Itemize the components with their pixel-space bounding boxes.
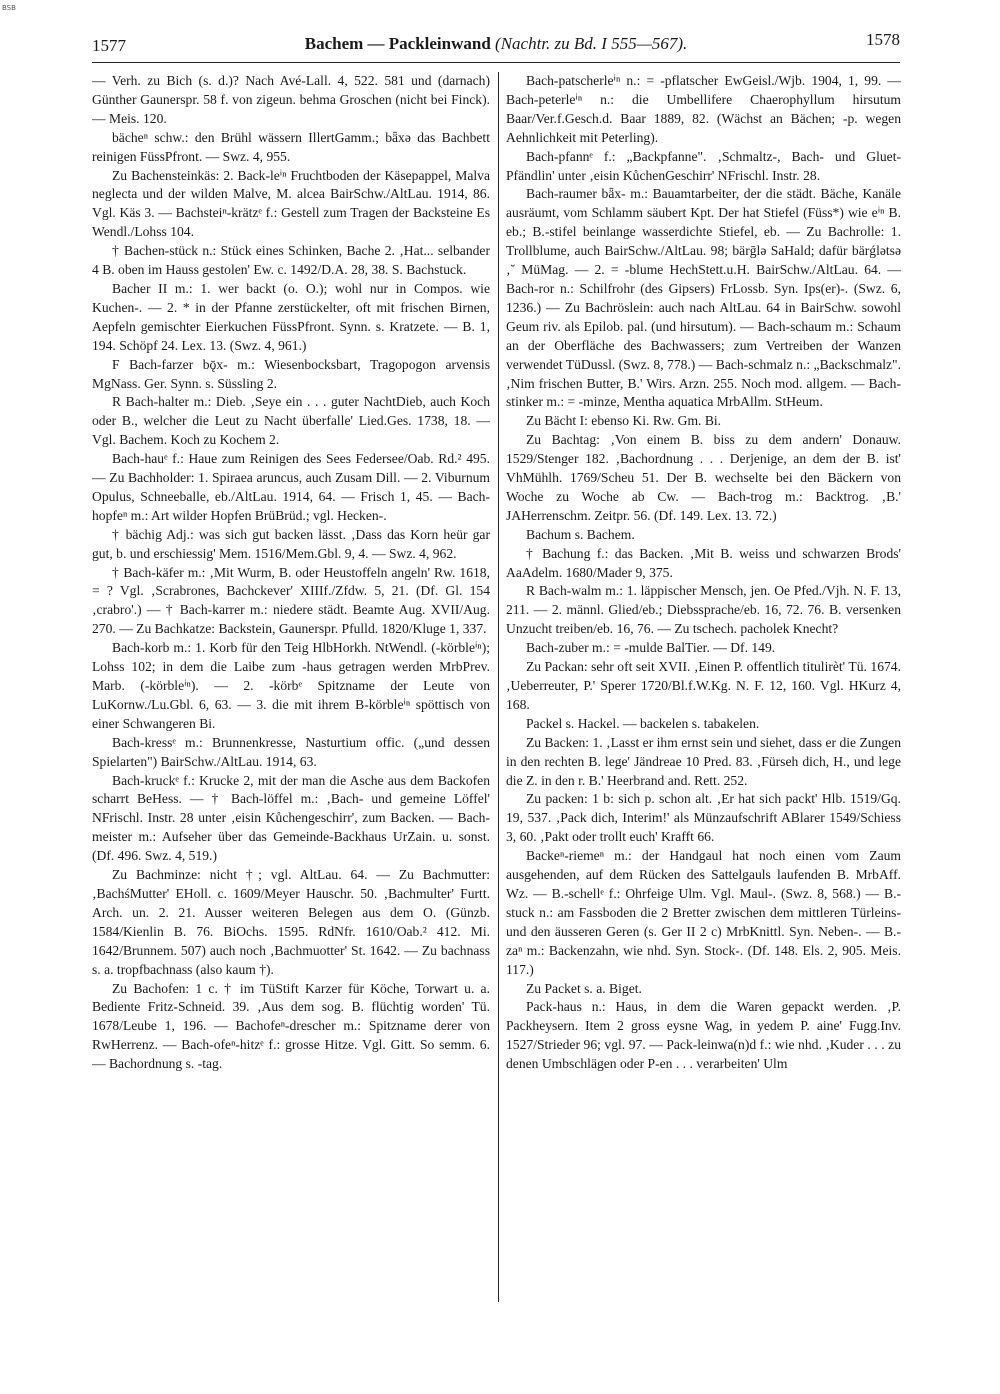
- dictionary-entry: — Verh. zu Bich (s. d.)? Nach Avé-Lall. 4, 522. 581 und (darnach) Günther Gaunerspr. 58 f. von zigeun. behma Groschen (nicht bei Finck). — Meis. 120.: [92, 73, 490, 126]
- page-header: [92, 30, 900, 60]
- dictionary-entry: Bacher II m.: 1. wer backt (o. O.); wohl nur in Compos. wie Kuchen-. — 2. * in der Pfanne zerstückelter, oft mit frischen Birnen, Aepfeln gemischter Eierkuchen FüssPfront. Synn. s. Kratzete. — B. 1, 194. Schöpf 24. Lex. 13. (Swz. 4, 961.): [92, 280, 490, 353]
- column-divider: [498, 72, 499, 1302]
- page-number-right: 1578: [866, 30, 900, 49]
- dictionary-entry: Bach-patscherleⁱⁿ n.: = -pflatscher EwGeisl./Wjb. 1904, 1, 99. — Bach-peterleⁱⁿ n.: die Umbellifere Chaerophyllum hirsutum Baar/Ver.f.Gesch.d. Baar 1889, 82. (Wächst an Bächen; -p. wegen Aehnlichkeit mit Peterling).: [506, 73, 901, 145]
- dictionary-entry: bächeⁿ schw.: den Brühl wässern IllertGamm.; bǟxə das Bachbett reinigen FüssPfront. — Swz. 4, 955.: [92, 129, 490, 164]
- dictionary-entry: Bach-hauᵉ f.: Haue zum Reinigen des Sees Federsee/Oab. Rd.² 495. — Zu Bachholder: 1. Spiraea aruncus, auch Zusam Dill. — 2. Viburnum Opulus, Schneeballe, eb./AltLau. 1914, 64. — Frisch 1, 45. — Bach-hopfeⁿ m.: Art wilder Hopfen BrüBrüd.; vgl. Hecken-.: [92, 451, 490, 523]
- dictionary-entry: R Bach-walm m.: 1. läppischer Mensch, jen. Oe Pfed./Vjh. N. F. 13, 211. — 2. männl. Glied/eb.; Diebssprache/eb. 16, 72. 76. B. versenken Unzucht treiben/eb. 16, 76. — Zu tschech. pacholek Knecht?: [506, 583, 901, 637]
- dictionary-entry: Zu Backen: 1. ‚Lasst er ihm ernst sein und siehet, dass er die Zungen in den rechten B. lege' Jändreae 10 Pred. 83. ‚Fürseh dich, H., und lege die Z. in den r. B.' Heerbrand and. Rett. 252.: [506, 734, 901, 788]
- dictionary-entry: Zu Bachtag: ‚Von einem B. biss zu dem andern' Donauw. 1529/Stenger 182. ‚Bachordnung . . . Derjenige, an dem der B. ist' VhMühlh. 1769/Scheu 51. Der B. wechselte bei den Bäckern von Woche zu Woche ab Cw. — Bach-trog m.: Backtrog. ‚B.' JAHerrenschm. Zeitpr. 56. (Df. 149. Lex. 13. 72.): [506, 432, 901, 523]
- dictionary-entry: Bach-kressᵉ m.: Brunnenkresse, Nasturtium offic. („und dessen Spielarten") BairSchw./AltLau. 1914, 63.: [92, 734, 490, 769]
- running-title-subtitle: (Nachtr. zu Bd. I 555—567).: [495, 34, 688, 53]
- dictionary-entry: Zu Packan: sehr oft seit XVII. ‚Einen P. offentlich titulirèt' Tü. 1674. ‚Ueberreuter, P.' Sperer 1720/Bl.f.W.Kg. N. F. 12, 160. Vgl. HKurz 4, 168.: [506, 659, 901, 712]
- left-column: [92, 72, 490, 1382]
- dictionary-entry: Zu Bachensteinkäs: 2. Back-leⁱⁿ Fruchtboden der Käsepappel, Malva neglecta und der wilden Malve, M. alcea BairSchw./AltLau. 1914, 86. Vgl. Käs 3. — Bachsteiⁿ-krätzᵉ f.: Gestell zum Tragen der Backsteine Es Wendl./Lohss 104.: [92, 167, 490, 240]
- dictionary-entry: R Bach-halter m.: Dieb. ‚Seye ein . . . guter NachtDieb, auch Koch oder B., welcher die Leut zu Nacht überfalle' Lied.Ges. 1738, 18. — Vgl. Bachem. Koch zu Kochem 2.: [92, 394, 490, 448]
- running-title-main: Bachem — Packleinwand: [304, 34, 491, 53]
- dictionary-entry: † bächig Adj.: was sich gut backen lässt. ‚Dass das Korn heür gar gut, b. und erschiessig' Mem. 1516/Mem.Gbl. 9, 4. — Swz. 4, 962.: [92, 526, 490, 561]
- dictionary-entry: † Bach-käfer m.: ‚Mit Wurm, B. oder Heustoffeln angeln' Rw. 1618, = ? Vgl. ‚Scrabrones, Bachckever' XIIIf./Zfdw. 5, 21. (Df. Gl. 154 ‚crabro'.) — † Bach-karrer m.: niedere städt. Beamte Aug. XVII/Aug. 270. — Zu Bachkatze: Backstein, Gaunerspr. Pfulld. 1820/Kluge 1, 337.: [92, 564, 490, 637]
- dictionary-entry: Bach-raumer bǟx- m.: Bauamtarbeiter, der die städt. Bäche, Kanäle ausräumt, vom Schlamm säubert Kpt. Der hat Stiefel (Füss*) wie eⁱⁿ B. eb.; B.-stifel beinlange wasserdichte Stiefel, eb. — Zu Bachrolle: 1. Trollblume, auch BairSchw./AltLau. 98; bärḡlə SaHald; dafür bärǵlətsə ‚˘ MüMag. — 2. = -blume HechStett.u.H. BairSchw./AltLau. 64. — Bach-ror n.: Schilfrohr (des Gipsers) FrLossb. Syn. Ips(er)-. (Swz. 6, 1236.) — Zu Bachröslein: auch nach AltLau. 64 in BairSchw. sowohl Geum riv. als Epilob. pal. (und hirsutum). — Bach-schaum m.: Schaum an der Oberfläche des Bachwassers; zum Vertreiben der Wanzen verwendet TüDussl. (Swz. 8, 778.) — Bach-schmalz n.: „Backschmalz". ‚Nim frischen Butter, B.' Wirs. Arzn. 255. Noch mod. allgem. — Bach-stinker m.: = -minze, Mentha aquatica MrbAllm. StHeum.: [506, 186, 901, 410]
- dictionary-entry: † Bachung f.: das Backen. ‚Mit B. weiss und schwarzen Brods' AaAdelm. 1680/Mader 9, 375.: [506, 545, 901, 580]
- dictionary-entry: Zu Bächt I: ebenso Ki. Rw. Gm. Bi.: [526, 413, 722, 429]
- dictionary-entry: Zu Bachofen: 1 c. † im TüStift Karzer für Köche, Torwart u. a. Bediente Fritz-Schneid. 39. ‚Aus dem sog. B. flüchtig worden' Tü. 1678/Leube 1, 196. — Bachofeⁿ-drescher m.: Spitzname derer von RwHerrenz. — Bach-ofeⁿ-hitzᵉ f.: grosse Hitze. Vgl. Gitt. So semm. 6. — Bachordnung s. -tag.: [92, 980, 490, 1072]
- dictionary-entry: Bach-korb m.: 1. Korb für den Teig HlbHorkh. NtWendl. (-körbleⁱⁿ); Lohss 102; in dem die Laibe zum -haus getragen werden MrbPrev. Marb. (-körbleⁱⁿ). — 2. -körbᵉ Spitzname der Leute von LuKornw./Lu.Gbl. 6, 63. — 3. die mit ihrem B-körbleⁱⁿ spöttisch von einer Schwangeren Bi.: [92, 640, 490, 731]
- dictionary-entry: Pack-haus n.: Haus, in dem die Waren gepackt werden. ‚P. Packheysern. Item 2 gross eysne Wag, in yedem P. aine' Fugg.Inv. 1527/Strieder 96; vgl. 97. — Pack-leinwa(n)d f.: wie nhd. ‚Kuder . . . zu denen Umbschlägen oder P-en . . . verarbeiten' Ulm: [506, 999, 901, 1072]
- dictionary-entry: Bach-zuber m.: = -mulde BalTier. — Df. 149.: [526, 640, 776, 656]
- dictionary-entry: Backeⁿ-riemeⁿ m.: der Handgaul hat noch einen vom Zaum ausgehenden, auf dem Rücken des Sattelgauls laufenden B. MrbAff. Wz. — B.-schellᵉ f.: Ohrfeige Ulm. Vgl. Maul-. (Swz. 8, 568.) — B.-stuck n.: am Fassboden die 2 Bretter zwischen dem mittleren Türleins- und den äusseren Geren (s. Ger II 2 c) MrbKnittl. Syn. Neben-. — B.-zaⁿ m.: Backenzahn, wie nhd. Syn. Stock-. (Df. 148. Els. 2, 905. Meis. 117.): [506, 848, 901, 977]
- dictionary-entry: † Bachen-stück n.: Stück eines Schinken, Bache 2. ‚Hat... selbander 4 B. oben im Hauss gestolen' Ew. c. 1492/D.A. 28, 38. S. Bachstuck.: [92, 243, 490, 278]
- dictionary-entry: Zu Packet s. a. Biget.: [526, 980, 642, 996]
- dictionary-entry: Packel s. Hackel. — backelen s. tabakelen.: [526, 715, 760, 731]
- dictionary-entry: Zu packen: 1 b: sich p. schon alt. ‚Er hat sich packt' Hlb. 1519/Gq. 19, 537. ‚Pack dich, Interim!' als Münzaufschrift ABlarer 1549/Schiess 3, 60. ‚Pakt oder trollt euch' Krafft 66.: [506, 791, 901, 845]
- dictionary-entry: Zu Bachminze: nicht †; vgl. AltLau. 64. — Zu Bachmutter: ‚BachśMutter' EHoll. c. 1609/Meyer Hauschr. 50. ‚Bachmulter' Furtt. Arch. un. 2. 21. Ausser weiteren Belegen aus dem O. (Günzb. 1584/Kienlin B. 76. BiOchs. 1595. RdNfr. 1610/Oab.² 412. Mi. 1642/Brunnem. 507) auch noch ‚Bachmuotter' St. 1642. — Zu bachnass s. a. tropfbachnass (also kaum †).: [92, 867, 490, 977]
- library-watermark: BSB: [2, 4, 16, 12]
- dictionary-entry: Bachum s. Bachem.: [526, 526, 635, 542]
- running-title: [92, 34, 900, 54]
- header-rule: [92, 62, 900, 63]
- page-number-left: 1577: [92, 36, 126, 55]
- dictionary-entry: Bach-pfannᵉ f.: „Backpfanne". ‚Schmaltz-, Bach- und Gluet-Pfändlin' unter ‚eisin KůchenGeschirr' NFrischl. Instr. 28.: [506, 148, 901, 183]
- dictionary-entry: F Bach-farzer bǭx- m.: Wiesenbocksbart, Tragopogon arvensis MgNass. Ger. Synn. s. Süssling 2.: [92, 356, 490, 391]
- dictionary-entry: Bach-kruckᵉ f.: Krucke 2, mit der man die Asche aus dem Backofen scharrt BeHess. — † Bach-löffel m.: ‚Bach- und gemeine Löffel' NFrischl. Instr. 28 unter ‚eisin Kůchengeschirr', zum Backen. — Bach-meister m.: Aufseher über das Gemeinde-Backhaus UrZain. u. sonst. (Df. 496. Swz. 4, 519.): [92, 772, 490, 864]
- right-column: [506, 72, 901, 1382]
